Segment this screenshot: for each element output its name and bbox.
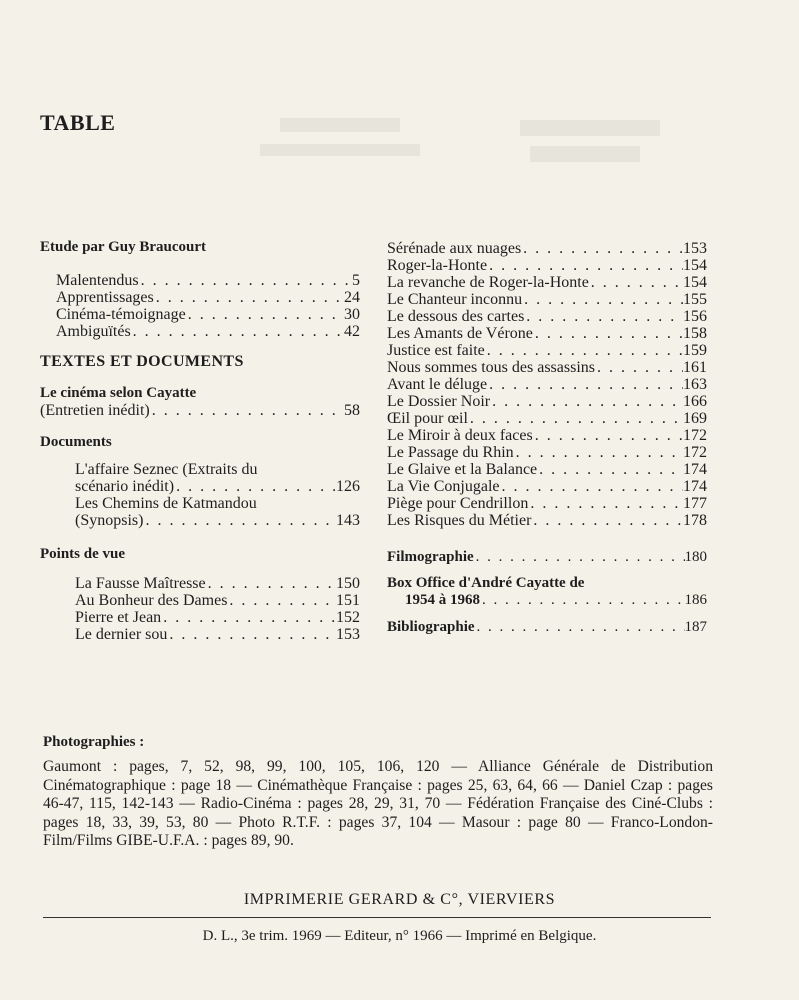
leader-dots [522,291,683,308]
entry-title: Les Risques du Métier [387,512,532,529]
leader-dots [474,549,685,566]
entry-page: 187 [684,619,707,635]
toc-entry [40,478,360,495]
entry-page: 151 [336,592,360,609]
entry-page: 155 [683,291,707,308]
entry-title: Le dernier sou [75,626,168,643]
film-entry [387,240,707,257]
entry-title: Œil pour œil [387,410,468,427]
entry-page: 166 [683,393,707,410]
entry-page: 180 [684,549,707,565]
film-entry [387,257,707,274]
entry-title: Le Passage du Rhin [387,444,514,461]
box-office-entry [387,592,707,609]
entry-page: 154 [683,274,707,291]
entry-title: Le Chanteur inconnu [387,291,523,308]
toc-entry [40,289,360,306]
leader-dots [595,359,683,376]
leader-dots [537,461,683,478]
cinema-heading: Le cinéma selon Cayatte [40,385,197,401]
box-office-line: Box Office d'André Cayatte de [387,575,585,591]
entry-title: 1954 à 1968 [405,592,480,608]
leader-dots [150,402,344,419]
toc-entry [40,306,360,323]
leader-dots [154,289,344,306]
leader-dots [490,393,683,410]
leader-dots [487,376,683,393]
film-entry [387,410,707,427]
film-entry [387,427,707,444]
entry-title: Justice est faite [387,342,485,359]
entry-title: Le Dossier Noir [387,393,491,410]
entry-page: 153 [683,240,707,257]
entry-page: 158 [683,325,707,342]
leader-dots [521,240,683,257]
leader-dots [480,592,685,609]
entry-title: Bibliographie [387,619,475,635]
leader-dots [514,444,683,461]
entry-page: 5 [352,272,360,289]
leader-dots [468,410,683,427]
page-title: TABLE [40,110,116,135]
entry-title: Ambiguïtés [56,323,131,340]
entry-page: 30 [344,306,360,323]
toc-entry-line: Les Chemins de Katmandou [75,495,257,512]
photo-credits-text: Gaumont : pages, 7, 52, 98, 99, 100, 105, 106, 120 — Alliance Générale de Distribution Cinématographique : page 18 — Cinémathèque Française : pages 25, 63, 64, 66 — Daniel Czap : pages 46-47, 115, 142-143 — Radio-Cinéma : pages 28, 29, 31, 70 — Fédération Française des Ciné-Clubs : pages 18, 33, 39, 53, 80 — Photo R.T.F. : pages 37, 104 — Masour : page 80 — Franco-London-Film/Films GIBE-U.F.A. : pages 89, 90. [43,758,713,849]
leader-dots [524,308,683,325]
entry-page: 159 [683,342,707,359]
photo-credits-heading: Photographies : [43,734,145,750]
entry-title: Nous sommes tous des assassins [387,359,596,376]
documents-heading: Documents [40,434,112,450]
entry-title: Sérénade aux nuages [387,240,522,257]
entry-title: Malentendus [56,272,139,289]
entry-title: (Entretien inédit) [40,402,150,419]
entry-title: La Fausse Maîtresse [75,575,206,592]
leader-dots [161,609,336,626]
film-entry [387,393,707,410]
entry-page: 143 [336,512,360,529]
leader-dots [485,342,683,359]
film-entry [387,325,707,342]
toc-entry [40,575,360,592]
entry-page: 24 [344,289,360,306]
show-through-text [260,110,680,170]
entry-title: Le dessous des cartes [387,308,525,325]
toc-left-column [40,238,360,643]
filmographie-entry [387,549,707,566]
entry-page: 172 [683,444,707,461]
entry-title: Avant le déluge [387,376,488,393]
entry-page: 58 [344,402,360,419]
film-entry [387,495,707,512]
entry-page: 186 [684,592,707,608]
entry-page: 174 [683,461,707,478]
film-entry [387,274,707,291]
leader-dots [227,592,336,609]
bibliographie-entry [387,619,707,636]
leader-dots [186,306,344,323]
film-entry [387,478,707,495]
toc-entry [40,512,360,529]
film-entry [387,461,707,478]
leader-dots [533,427,683,444]
etude-heading: Etude par Guy Braucourt [40,239,206,255]
toc-entry [40,609,360,626]
entry-title: Piège pour Cendrillon [387,495,529,512]
entry-title: Pierre et Jean [75,609,162,626]
leader-dots [500,478,684,495]
entry-page: 169 [683,410,707,427]
entry-page: 150 [336,575,360,592]
entry-title: (Synopsis) [75,512,144,529]
film-entry [387,512,707,529]
leader-dots [139,272,352,289]
film-entry [387,308,707,325]
entry-title: Les Amants de Vérone [387,325,533,342]
leader-dots [589,274,683,291]
entry-title: La Vie Conjugale [387,478,500,495]
photo-credits [43,734,713,851]
entry-title: Filmographie [387,549,474,565]
toc-right-column [387,240,707,636]
toc-entry [40,592,360,609]
entry-page: 163 [683,376,707,393]
leader-dots [487,257,683,274]
entry-page: 42 [344,323,360,340]
leader-dots [528,495,683,512]
toc-entry [40,272,360,289]
entry-page: 174 [683,478,707,495]
printer-line: IMPRIMERIE GERARD & C°, VIERVIERS [243,891,556,908]
toc-entry-line: L'affaire Seznec (Extraits du [75,461,258,478]
entry-title: Le Glaive et la Balance [387,461,538,478]
entry-page: 153 [336,626,360,643]
leader-dots [533,325,683,342]
film-list [387,240,707,529]
entry-title: scénario inédit) [75,478,175,495]
textes-documents-heading: TEXTES ET DOCUMENTS [40,353,244,370]
leader-dots [143,512,336,529]
leader-dots [531,512,683,529]
toc-entry [40,626,360,643]
leader-dots [174,478,336,495]
entry-page: 177 [683,495,707,512]
film-entry [387,291,707,308]
entry-title: La revanche de Roger-la-Honte [387,274,589,291]
entry-title: Roger-la-Honte [387,257,488,274]
entry-page: 172 [683,427,707,444]
legal-line: D. L., 3e trim. 1969 — Editeur, n° 1966 — Imprimé en Belgique. [202,928,597,944]
entry-page: 154 [683,257,707,274]
leader-dots [475,619,685,636]
points-de-vue-heading: Points de vue [40,546,126,562]
film-entry [387,359,707,376]
entry-page: 161 [683,359,707,376]
footer-rule [43,917,711,918]
film-entry [387,376,707,393]
entry-title: Le Miroir à deux faces [387,427,533,444]
film-entry [387,444,707,461]
leader-dots [167,626,336,643]
entry-title: Au Bonheur des Dames [75,592,228,609]
entry-page: 156 [683,308,707,325]
leader-dots [206,575,336,592]
leader-dots [131,323,344,340]
entry-page: 152 [336,609,360,626]
entry-title: Cinéma-témoignage [56,306,186,323]
entry-title: Apprentissages [56,289,154,306]
entry-page: 178 [683,512,707,529]
toc-entry [40,402,360,419]
entry-page: 126 [336,478,360,495]
toc-entry [40,323,360,340]
film-entry [387,342,707,359]
